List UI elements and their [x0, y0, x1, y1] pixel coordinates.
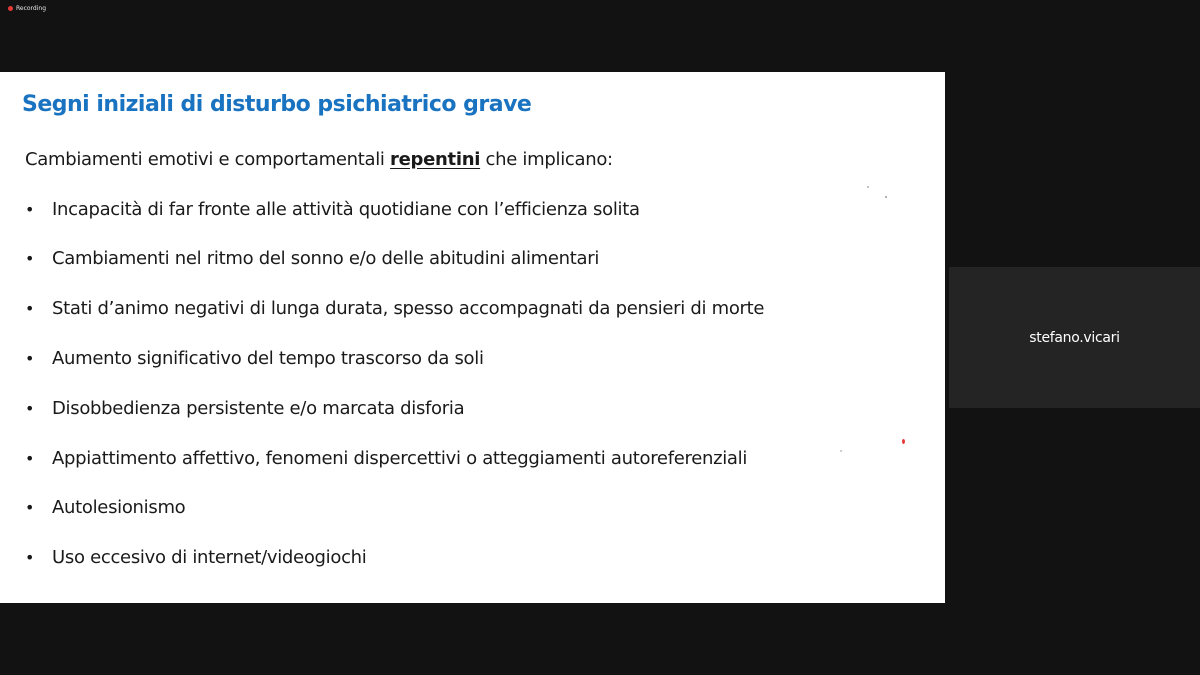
participant-video-tile[interactable] — [949, 267, 1200, 408]
bullet-text: Incapacità di far fronte alle attività quotidiane con l’efficienza solita — [52, 199, 640, 220]
bullet-item — [25, 448, 747, 469]
bullet-item — [25, 348, 484, 369]
bullet-item — [25, 248, 599, 269]
annotation-speck — [885, 196, 887, 198]
bullet-text: Disobbedienza persistente e/o marcata disforia — [52, 398, 465, 419]
annotation-speck — [867, 186, 869, 188]
bullet-item — [25, 497, 185, 518]
bullet-item — [25, 298, 764, 319]
bullet-text: Autolesionismo — [52, 497, 186, 518]
annotation-speck — [902, 439, 905, 444]
recording-label: Recording — [16, 5, 47, 12]
bullet-item — [25, 547, 366, 568]
bullet-dot-icon: • — [25, 399, 35, 418]
bullet-text: Stati d’animo negativi di lunga durata, spesso accompagnati da pensieri di morte — [52, 298, 765, 319]
bullet-dot-icon: • — [25, 349, 35, 368]
bullet-item — [25, 199, 640, 220]
intro-emphasis: repentini — [390, 149, 481, 170]
intro-text-start: Cambiamenti emotivi e comportamentali — [25, 149, 391, 170]
bullet-item — [25, 398, 464, 419]
bullet-text: Cambiamenti nel ritmo del sonno e/o delle abitudini alimentari — [52, 248, 600, 269]
bullet-dot-icon: • — [25, 548, 35, 567]
bullet-text: Aumento significativo del tempo trascorso da soli — [52, 348, 484, 369]
bullet-dot-icon: • — [25, 498, 35, 517]
bullet-text: Appiattimento affettivo, fenomeni dispercettivi o atteggiamenti autoreferenziali — [52, 448, 748, 469]
intro-text-end: che implicano: — [480, 149, 613, 170]
bullet-dot-icon: • — [25, 299, 35, 318]
recording-indicator — [8, 5, 46, 12]
slide-title: Segni iniziali di disturbo psichiatrico grave — [22, 92, 532, 117]
annotation-speck — [840, 450, 842, 452]
bullet-text: Uso eccesivo di internet/videogiochi — [52, 547, 367, 568]
record-dot-icon — [8, 6, 13, 11]
participant-name: stefano.vicari — [1029, 329, 1120, 346]
slide-intro — [25, 149, 613, 170]
bullet-dot-icon: • — [25, 449, 35, 468]
bullet-dot-icon: • — [25, 200, 35, 219]
bullet-dot-icon: • — [25, 249, 35, 268]
